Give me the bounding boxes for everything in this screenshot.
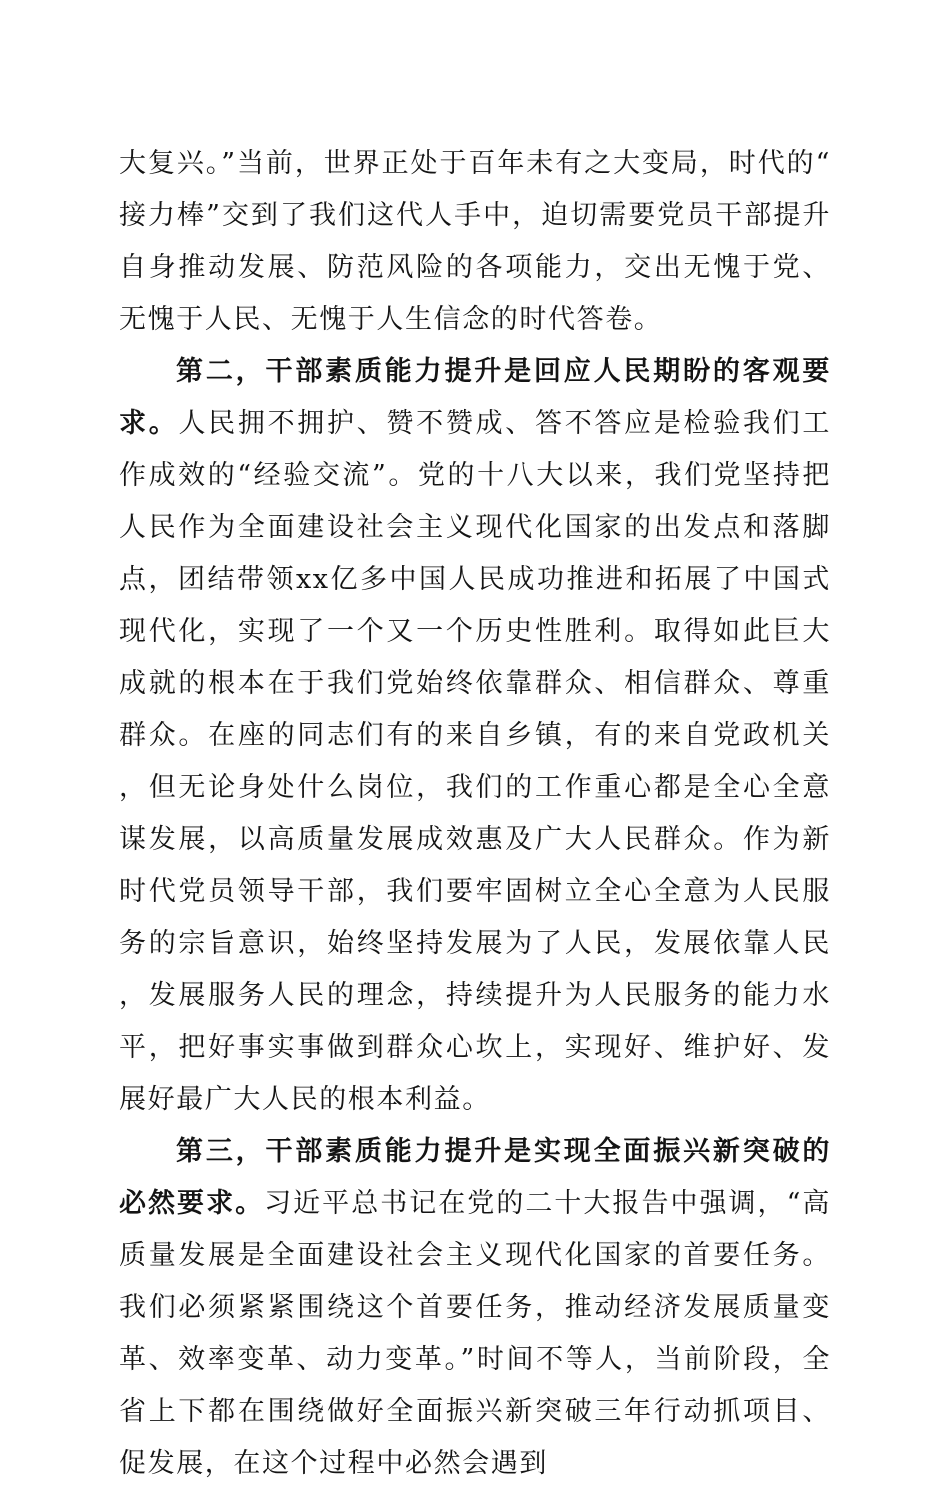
paragraph-2-text: 人民拥不拥护、赞不赞成、答不答应是检验我们工作成效的“经验交流”。党的十八大以来，我们党坚持把人民作为全面建设社会主义现代化国家的出发点和落脚点，团结带领xx亿多中国人民成功推进和拓展了中国式现代化，实现了一个又一个历史性胜利。取得如此巨大成就的根本在于我们党始终依靠群众、相信群众、尊重群众。在座的同志们有的来自乡镇，有的来自党政机关，但无论身处什么岗位，我们的工作重心都是全心全意谋发展，以高质量发展成效惠及广大人民群众。作为新时代党员领导干部，我们要牢固树立全心全意为人民服务的宗旨意识，始终坚持发展为了人民，发展依靠人民，发展服务人民的理念，持续提升为人民服务的能力水平，把好事实事做到群众心坎上，实现好、维护好、发展好最广大人民的根本利益。 (119, 408, 832, 1115)
document-body (119, 138, 831, 1490)
paragraph-2-heading: 第二，干部素质能力提升是回应人民期盼的客观要求。 (119, 356, 831, 439)
paragraph-third-point (119, 1126, 831, 1490)
paragraph-3-heading: 第三，干部素质能力提升是实现全面振兴新突破的必然要求。 (119, 1136, 831, 1219)
paragraph-3-text: 习近平总书记在党的二十大报告中强调，“高质量发展是全面建设社会主义现代化国家的首要任务。我们必须紧紧围绕这个首要任务，推动经济发展质量变革、效率变革、动力变革。”时间不等人，当前阶段，全省上下都在围绕做好全面振兴新突破三年行动抓项目、促发展，在这个过程中必然会遇到 (119, 1188, 831, 1479)
paragraph-second-point (119, 346, 831, 1126)
paragraph-1-text: 大复兴。”当前，世界正处于百年未有之大变局，时代的“接力棒”交到了我们这代人手中，迫切需要党员干部提升自身推动发展、防范风险的各项能力，交出无愧于党、无愧于人民、无愧于人生信念的时代答卷。 (119, 148, 831, 335)
paragraph-continuation (119, 138, 831, 346)
